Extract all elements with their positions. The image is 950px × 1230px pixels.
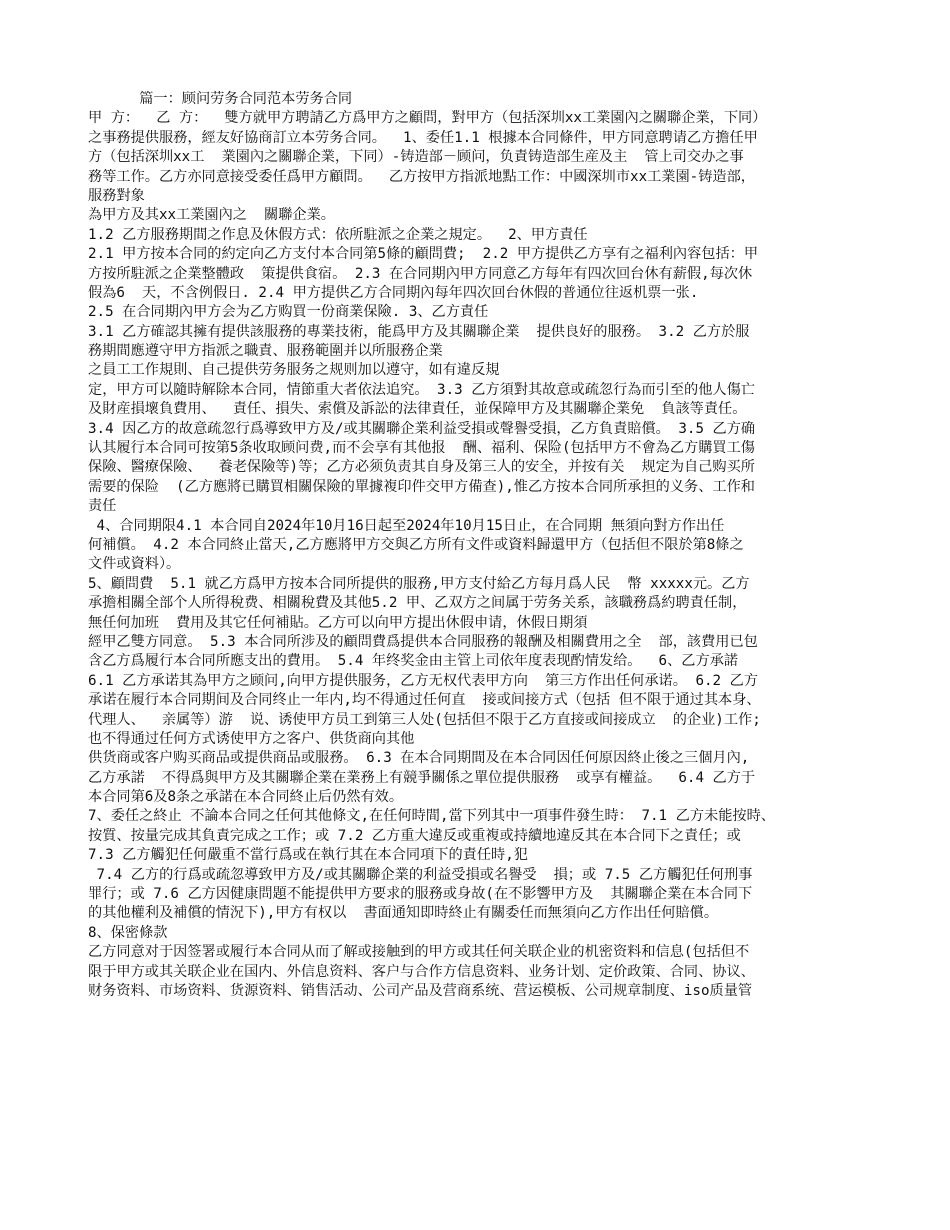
text-line: 無任何加班 費用及其它任何補貼。乙方可以向甲方提出休假申请，休假日期須: [88, 614, 588, 631]
document-text: [88, 109, 868, 1001]
text-line: 6.1 乙方承诺其為甲方之顾问,向甲方提供服务，乙方无权代表甲方向 第三方作出任何承诺。 6.2 乙方: [88, 672, 759, 689]
text-line: 2.1 甲方按本合同的約定向乙方支付本合同第5條的顧問費; 2.2 甲方提供乙方享有之福利內容包括：甲: [88, 246, 759, 263]
text-line: 假為6 天，不含例假日. 2.4 甲方提供乙方合同期內每年四次回台休假的普通位往返机票一张.: [88, 284, 699, 301]
text-line: 方（包括深圳xx工 業園內之關聯企業，下同）-铸造部－顾问，负責铸造部生産及主 管上司交办之事: [88, 149, 744, 166]
text-line: 之員工工作規則、自己提供劳务服务之规则加以遵守，如有違反規: [88, 362, 500, 379]
text-line: 供货商或客户购买商品或提供商品或服務。 6.3 在本合同期間及在本合同因任何原因終止後之三個月內,: [88, 750, 750, 767]
text-line: 務期間應遵守甲方指派之職責、服務範圍并以所服務企業: [88, 343, 443, 360]
text-line: 經甲乙雙方同意。 5.3 本合同所涉及的顧問費爲提供本合同服務的報酬及相關費用之全 部，該費用已包: [88, 633, 758, 650]
text-line: 责任: [88, 498, 117, 515]
text-line: 甲 方： 乙 方： 雙方就甲方聘請乙方爲甲方之顧問，對甲方（包括深圳xx工業園內之關聯企業，下同）: [88, 110, 767, 127]
text-line: 3.4 因乙方的故意疏忽行爲導致甲方及/或其關聯企業利益受損或聲譽受損，乙方負責賠償。 3.5 乙方确: [88, 420, 756, 437]
text-line: 罪行；或 7.6 乙方因健康問題不能提供甲方要求的服務或身故(在不影響甲方及 其關聯企業在本合同下: [88, 886, 753, 903]
text-line: 承诺在履行本合同期间及合同终止一年内,均不得通过任何直 接或间接方式（包括 但不限于通过其本身、: [88, 692, 761, 709]
text-line: 文件或資料）。: [88, 556, 181, 573]
text-line: 也不得通过任何方式诱使甲方之客户、供货商向其他: [88, 730, 415, 747]
text-line: 限于甲方或其关联企业在国内、外信息资料、客户与合作方信息资料、业务计划、定价政策、合同、协议、: [88, 963, 755, 980]
text-line: 何補償。 4.2 本合同終止當天,乙方應將甲方交與乙方所有文件或資料歸還甲方（包括但不限於第8條之: [88, 536, 744, 553]
text-line: 乙方同意对于因签署或履行本合同从而了解或接触到的甲方或其任何关联企业的机密资料和信息(包括但不: [88, 944, 750, 961]
text-line: 财务资料、市场资料、货源资料、销售活动、公司产品及营商系统、营运模板、公司规章制度、iso质量管: [88, 982, 753, 999]
text-line: 7、委任之終止 不論本合同之任何其他條文,在任何時間,當下列其中一項事件發生時： 7.1 乙方未能按時、: [88, 808, 775, 825]
text-line: 定，甲方可以隨時解除本合同，情節重大者依法追究。 3.3 乙方須對其故意或疏忽行為而引至的他人傷亡: [88, 381, 755, 398]
text-line: 1.2 乙方服務期間之作息及休假方式：依所駐派之企業之規定。 2、甲方責任: [88, 226, 588, 243]
text-line: 承擔相關全部个人所得稅费、相關稅費及其他5.2 甲、乙双方之间属于劳务关系，該職務爲約聘責任制，: [88, 595, 747, 612]
text-line: 及財産損壞負費用、 責任、損失、索償及訴訟的法律責任，並保障甲方及其關聯企業免 負該等責任。: [88, 401, 747, 418]
text-line: 5、顧問費 5.1 就乙方爲甲方按本合同所提供的服務,甲方支付給乙方每月爲人民 幣 xxxxx元。乙方: [88, 575, 750, 592]
text-line: 含乙方爲履行本合同所應支出的費用。 5.4 年终奖金由主管上司依年度表现酌情发给。 6、乙方承諾: [88, 653, 739, 670]
text-line: 為甲方及其xx工業園內之 關聯企業。: [88, 207, 335, 224]
text-line: 方按所駐派之企業整體政 策提供食宿。 2.3 在合同期內甲方同意乙方每年有四次回台休有薪假,每次休: [88, 265, 753, 282]
text-line: 按質、按量完成其負責完成之工作；或 7.2 乙方重大違反或重複或持續地違反其在本合同下之責任；或: [88, 827, 741, 844]
text-line: 本合同第6及8条之承諾在本合同終止后仍然有效。: [88, 789, 404, 806]
text-line: 2.5 在合同期內甲方会为乙方购買一份商業保險. 3、乙方責任: [88, 304, 489, 321]
text-line: 代理人、 亲属等）游 说、诱使甲方员工到第三人处(包括但不限于乙方直接或间接成立 的企业)工作;: [88, 711, 761, 728]
text-line: 7.4 乙方的行爲或疏忽導致甲方及/或其關聯企業的利益受損或名譽受 損；或 7.5 乙方觸犯任何刑事: [88, 866, 753, 883]
text-line: 3.1 乙方確認其擁有提供該服務的專業技術，能爲甲方及其關聯企業 提供良好的服務。 3.2 乙方於服: [88, 323, 750, 340]
text-line: 7.3 乙方觸犯任何嚴重不當行爲或在執行其在本合同項下的責任時,犯: [88, 847, 528, 864]
document-title: 篇一：顾问劳务合同范本劳务合同: [88, 91, 353, 107]
text-line: 8、保密條款: [88, 924, 168, 941]
text-line: 认其履行本合同可按第5条收取顾问费,而不会享有其他报 酬、福利、保险(包括甲方不會為乙方購買工傷: [88, 440, 755, 457]
text-line: 之事務提供服務，經友好協商訂立本劳务合同。 1、委任1.1 根據本合同條件，甲方同意聘请乙方擔任甲: [88, 129, 758, 146]
text-line: 保險、醫療保險、 養老保險等)等；乙方必须负责其自身及第三人的安全，并按有关 规定为自己购买所: [88, 459, 755, 476]
text-line: 服務對象: [88, 187, 145, 204]
document-body: [88, 90, 868, 1001]
text-line: 乙方承諾 不得爲與甲方及其關聯企業在業務上有競爭關係之單位提供服務 或享有權益。 6.4 乙方于: [88, 769, 756, 786]
text-line: 務等工作。乙方亦同意接受委任爲甲方顧問。 乙方按甲方指派地點工作：中國深圳市xx工業園-铸造部，: [88, 168, 755, 185]
text-line: 的其他權利及補償的情況下),甲方有权以 書面通知即時終止有關委任而無須向乙方作出任何賠償。: [88, 905, 719, 922]
text-line: 4、合同期限4.1 本合同自2024年10月16日起至2024年10月15日止，在合同期 無須向對方作出任: [88, 517, 725, 534]
text-line: 需要的保险 (乙方應將已購買相關保險的單據複印件交甲方備查),惟乙方按本合同所承担的义务、工作和: [88, 478, 755, 495]
